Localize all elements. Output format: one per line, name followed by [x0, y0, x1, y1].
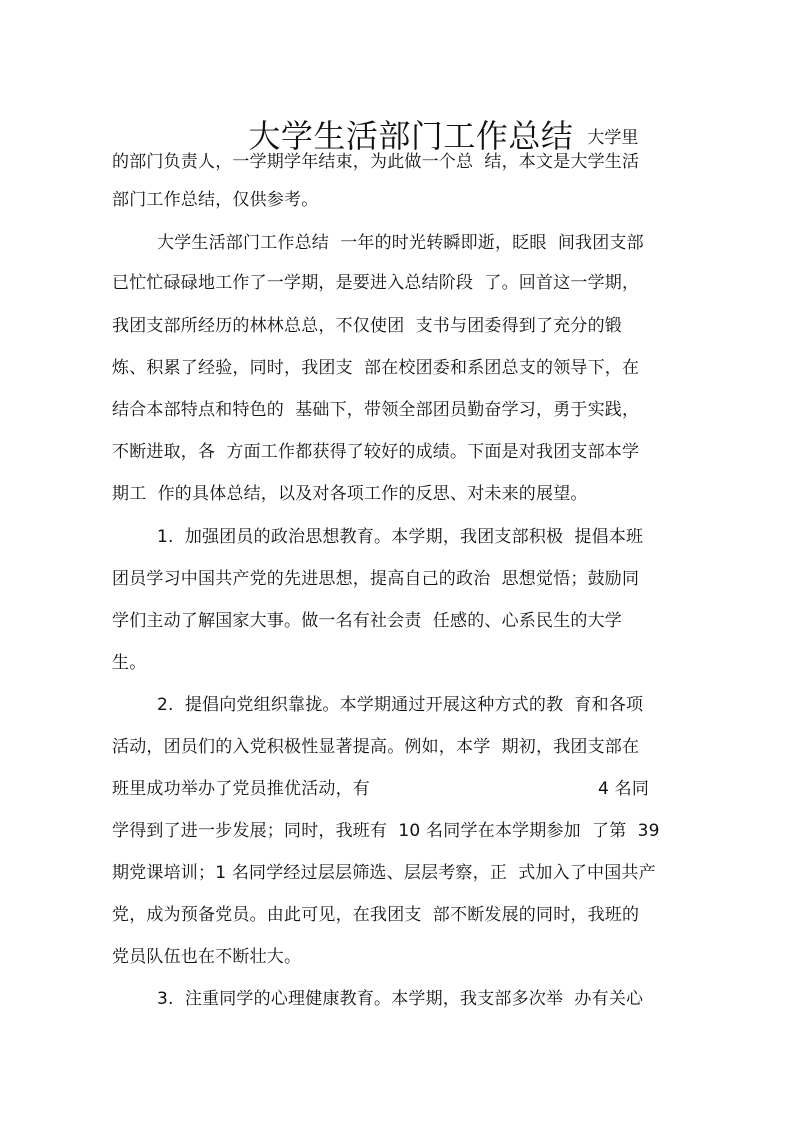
body-line: 部门工作总结，仅供参考。 — [112, 190, 319, 210]
body-line: 不断进取，各 方面工作都获得了较好的成绩。下面是对我团支部本学 — [112, 442, 640, 462]
body-line: 期党课培训；1 名同学经过层层筛选、层层考察，正 式加入了中国共产 — [112, 863, 656, 883]
body-line: 已忙忙碌碌地工作了一学期，是要进入总结阶段 了。回首这一学期， — [112, 273, 640, 293]
body-line: 的部门负责人，一学期学年结束，为此做一个总 结，本文是大学生活 — [112, 152, 640, 172]
body-line: 团员学习中国共产党的先进思想，提高自己的政治 思想觉悟；鼓励同 — [112, 569, 640, 589]
body-line: 生。 — [112, 653, 147, 673]
list-item-3-start: 3. 注重同学的心理健康教育。本学期，我支部多次举 办有关心 — [157, 989, 644, 1009]
body-line-fragment: 4 名同 — [598, 779, 650, 799]
body-line: 炼、积累了经验，同时，我团支 部在校团委和系团总支的领导下，在 — [112, 358, 640, 378]
list-item-1-start: 1. 加强团员的政治思想教育。本学期，我团支部积极 提倡本班 — [157, 527, 644, 547]
body-line: 期工 作的具体总结，以及对各项工作的反思、对未来的展望。 — [112, 484, 588, 504]
body-line: 班里成功举办了党员推优活动，有 — [112, 779, 370, 799]
list-item-2-start: 2. 提倡向党组织靠拢。本学期通过开展这种方式的教 育和各项 — [157, 695, 644, 715]
document-title: 大学生活部门工作总结 — [248, 117, 574, 155]
body-line: 结合本部特点和特色的 基础下，带领全部团员勤奋学习，勇于实践， — [112, 400, 640, 420]
body-line: 我团支部所经历的林林总总，不仅使团 支书与团委得到了充分的锻 — [112, 316, 623, 336]
body-line: 党员队伍也在不断壮大。 — [112, 947, 302, 967]
body-line: 活动，团员们的入党积极性显著提高。例如，本学 期初，我团支部在 — [112, 737, 640, 757]
body-line: 党，成为预备党员。由此可见，在我团支 部不断发展的同时，我班的 — [112, 905, 640, 925]
paragraph-start: 大学生活部门工作总结 一年的时光转瞬即逝，眨眼 间我团支部 — [157, 233, 644, 253]
body-line: 学得到了进一步发展；同时，我班有 10 名同学在本学期参加 了第 39 — [112, 821, 660, 841]
body-line: 学们主动了解国家大事。做一名有社会责 任感的、心系民生的大学 — [112, 611, 623, 631]
title-tail-text: 大学里 — [587, 128, 639, 148]
